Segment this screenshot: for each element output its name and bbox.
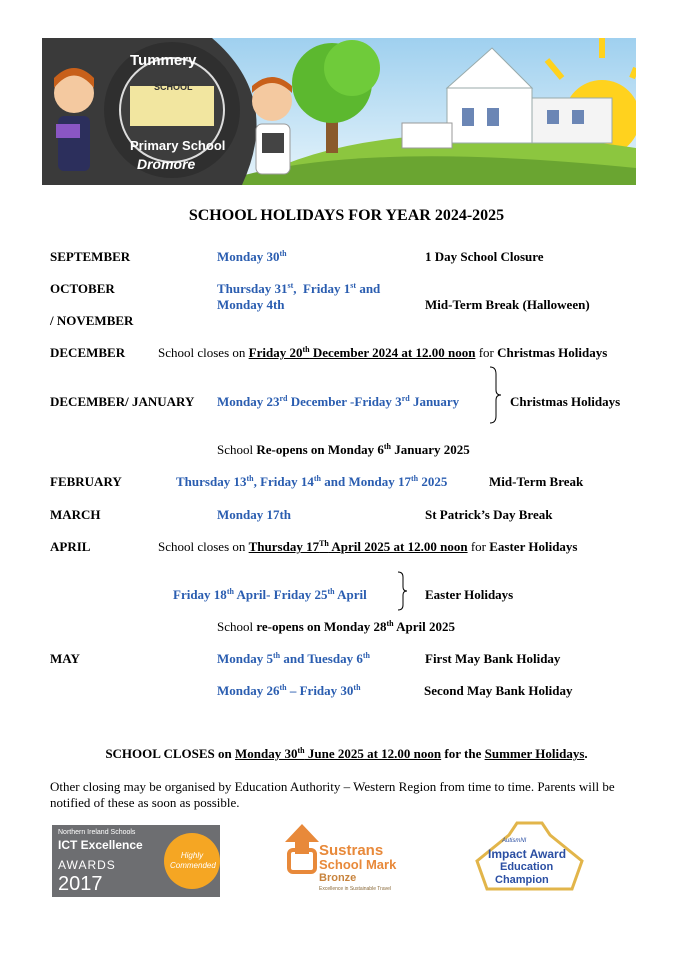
impact-award-logo: [472, 821, 587, 893]
summer-closure: SCHOOL CLOSES on Monday 30th June 2025 at 12.00 noon for the Summer Holidays.: [105, 746, 588, 761]
reopen-january: School Re-opens on Monday 6th January 2025: [217, 442, 470, 457]
october-date-line2: Monday 4th: [217, 297, 285, 312]
ict-logo-line1: Northern Ireland Schools: [58, 829, 136, 836]
september-date: Monday 30th: [217, 249, 287, 264]
school-badge-label: SCHOOL: [154, 82, 193, 92]
month-february: FEBRUARY: [50, 474, 122, 489]
december-closure-text: School closes on Friday 20th December 2024 at 12.00 noon for Christmas Holidays: [158, 345, 608, 360]
easter-desc: Easter Holidays: [425, 587, 514, 602]
month-september: SEPTEMBER: [50, 249, 131, 264]
month-april: APRIL: [50, 539, 91, 554]
impact-line3: Champion: [495, 874, 549, 886]
february-desc: Mid-Term Break: [489, 474, 584, 489]
ict-badge-icon: [164, 833, 220, 889]
march-desc: St Patrick’s Day Break: [425, 507, 553, 522]
sustrans-line1: Sustrans: [319, 842, 384, 859]
may-dates-2: Monday 26th – Friday 30th: [217, 683, 361, 698]
easter-dates: Friday 18th April- Friday 25th April: [173, 587, 367, 602]
february-dates: Thursday 13th, Friday 14th and Monday 17th 2025: [176, 474, 448, 489]
page-title: SCHOOL HOLIDAYS FOR YEAR 2024-2025: [188, 207, 505, 224]
christmas-dates: Monday 23rd December -Friday 3rd January: [217, 394, 460, 409]
month-december-january: DECEMBER/ JANUARY: [50, 394, 195, 409]
month-may: MAY: [50, 651, 80, 666]
september-desc: 1 Day School Closure: [425, 249, 544, 264]
school-name-top: Tummery: [130, 52, 197, 69]
ict-logo-line4: 2017: [58, 873, 103, 895]
ict-badge-text: Highly Commended: [170, 851, 216, 870]
ict-awards-logo: [52, 825, 220, 897]
arrow-up-icon: [285, 824, 319, 876]
sustrans-line3: Bronze: [319, 872, 357, 884]
school-banner: [42, 38, 636, 185]
closing-note: Other closing may be organised by Education Authority – Western Region from time to time. Parents will be notified of these as soon as possible.: [50, 779, 615, 810]
may-desc-2: Second May Bank Holiday: [424, 683, 573, 698]
ict-logo-line3: AWARDS: [58, 858, 116, 872]
april-closure-text: School closes on Thursday 17Th April 2025 at 12.00 noon for Easter Holidays: [158, 539, 578, 554]
school-name-bottom: Primary School: [130, 138, 226, 153]
month-december: DECEMBER: [50, 345, 126, 360]
month-october: OCTOBER: [50, 281, 115, 296]
christmas-desc: Christmas Holidays: [510, 394, 621, 409]
impact-line2: Education: [500, 861, 554, 873]
march-date: Monday 17th: [217, 507, 292, 522]
brace-icon: [488, 366, 502, 424]
impact-line1: Impact Award: [488, 847, 567, 861]
may-dates-1: Monday 5th and Tuesday 6th: [217, 651, 370, 666]
october-desc: Mid-Term Break (Halloween): [425, 297, 590, 312]
october-date-line1: Thursday 31st, Friday 1st and: [217, 281, 381, 296]
sustrans-line2: School Mark: [319, 857, 397, 872]
reopen-april: School re-opens on Monday 28th April 2025: [217, 619, 456, 634]
ict-logo-line2: ICT Excellence: [58, 838, 143, 852]
may-desc-1: First May Bank Holiday: [425, 651, 561, 666]
month-march: MARCH: [50, 507, 101, 522]
month-november: / NOVEMBER: [50, 313, 134, 328]
brace-icon: [396, 571, 408, 611]
sustrans-logo: [283, 822, 413, 898]
impact-line0: AutismNI: [502, 838, 527, 844]
school-town: Dromore: [137, 156, 196, 172]
sustrans-line4: Excellence in Sustainable Travel: [319, 886, 391, 892]
